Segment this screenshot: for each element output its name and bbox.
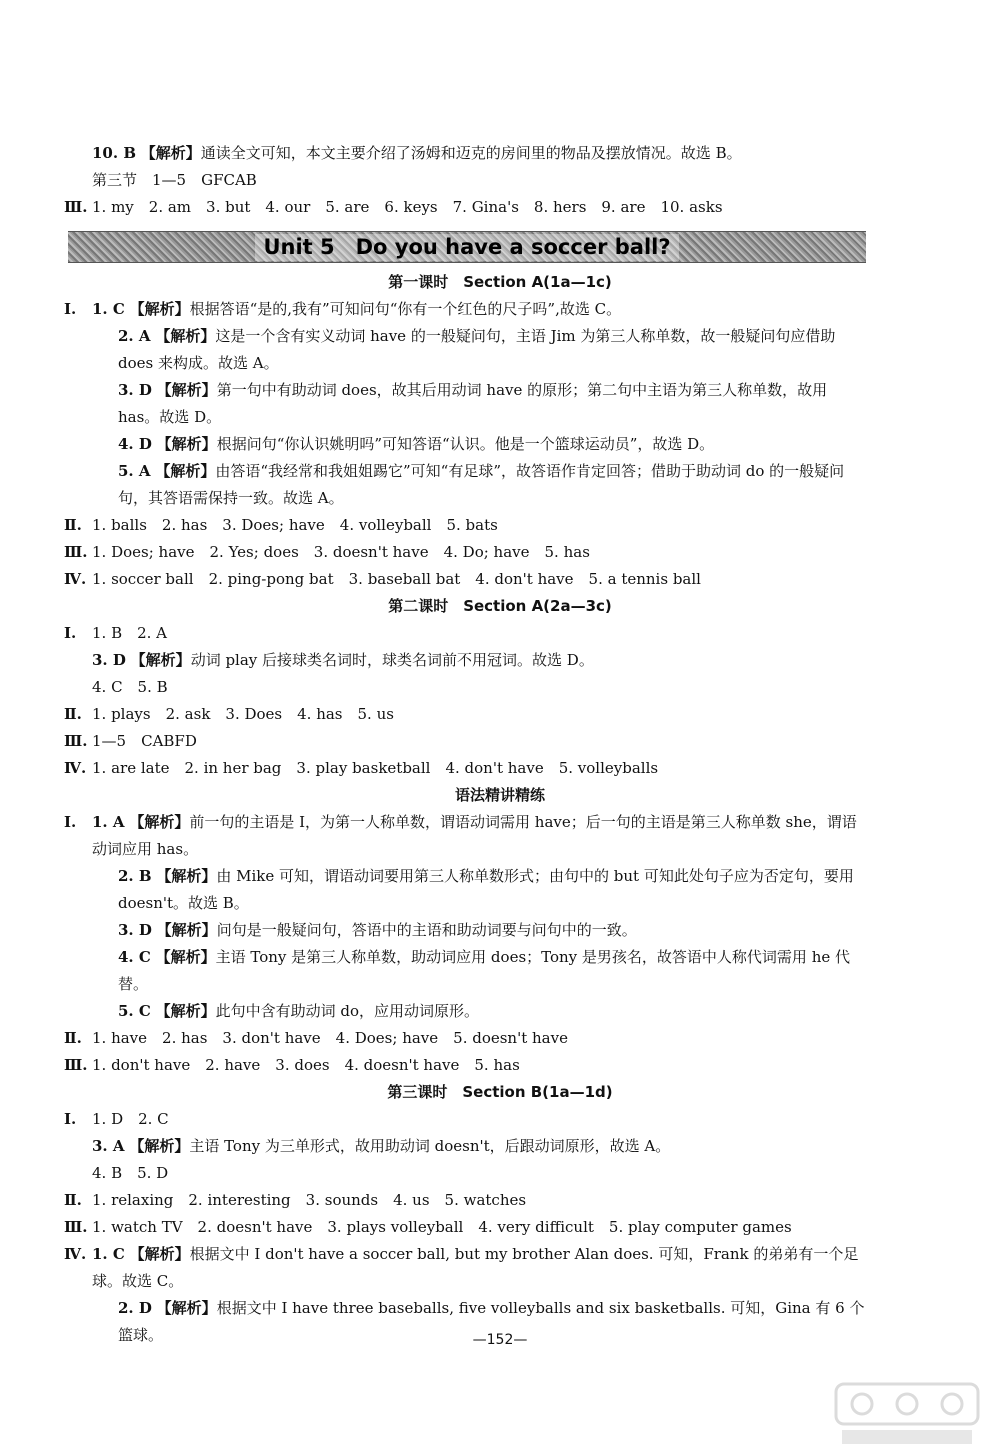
part-iii-answers: Ⅲ. 1. my 2. am 3. but 4. our 5. are 6. keys 7. Gina's 8. hers 9. are 10. asks [0,194,1000,221]
list-item: 5. A 【解析】由答语“我经常和我姐姐踢它”可知“有足球”，故答语作肯定回答；借助于助动词 do 的一般疑问句，其答语需保持一致。故选 A。 [118,462,845,507]
lesson2-part-i: Ⅰ. 1. B 2. A [64,624,168,642]
roman-numeral: Ⅰ. [64,300,77,318]
lesson1-heading: 第一课时 Section A(1a—1c) [388,273,612,291]
lesson2-q3: 3. D 【解析】动词 play 后接球类名词时，球类名词前不用冠词。故选 D。 [92,651,594,669]
lesson1-part-i: Ⅰ. 1. C 【解析】根据答语“是的,我有”可知问句“你有一个红色的尺子吗”,故选 C。 2. A 【解析】这是一个含有实义动词 have 的一般疑问句，主语 Jim 为第三人称单数，故一般疑问句应借助 does 来构成。故选 A。 3. D 【解析】第一句中有助动词 does，故其后用动词 have 的原形；第二句中主语为第三人称单数，故用 has。故选 D。 4. D 【解析】根据问句“你认识姚明吗”可知答语“认识。他是一个篮球运动员”，故选 D。 5. A 【解析】由答语“我经常和我姐姐踢它”可知“有足球”，故答语作肯定回答；借助于助动词 do 的一般疑问句，其答语需保持一致。故选 A。 [0,296,1000,512]
list-item: 3. D 【解析】问句是一般疑问句，答语中的主语和助动词要与问句中的一致。 [118,921,637,939]
grammar-part-ii: Ⅱ. 1. have 2. has 3. don't have 4. Does; have 5. doesn't have [64,1029,568,1047]
grammar-part-i: Ⅰ. 1. A 【解析】前一句的主语是 I，为第一人称单数，谓语动词需用 have；后一句的主语是第三人称单数 she，谓语动词应用 has。 2. B 【解析】由 Mike 可知，谓语动词要用第三人称单数形式；由句中的 but 可知此处句子应为否定句，要用 doesn't。故选 B。 3. D 【解析】问句是一般疑问句，答语中的主语和助动词要与问句中的一致。 4. C 【解析】主语 Tony 是第三人称单数，助动词应用 does；Tony 是男孩名，故答语中人称代词需用 he 代替。 5. C 【解析】此句中含有助动词 do，应用动词原形。 [0,809,1000,1025]
watermark-logo-icon [832,1380,982,1450]
list-item: 4. C 【解析】主语 Tony 是第三人称单数，助动词应用 does；Tony 是男孩名，故答语中人称代词需用 he 代替。 [118,948,850,993]
lesson3-part-i: Ⅰ. 1. D 2. C [64,1110,169,1128]
list-item: 3. D 【解析】第一句中有助动词 does，故其后用动词 have 的原形；第二句中主语为第三人称单数，故用 has。故选 D。 [118,381,828,426]
lesson3-q3: 3. A 【解析】主语 Tony 为三单形式，故用助动词 doesn't，后跟动词原形，故选 A。 [92,1137,671,1155]
grammar-heading: 语法精讲精练 [454,786,545,804]
lesson3-q45: 4. B 5. D [92,1164,169,1182]
list-item: 2. A 【解析】这是一个含有实义动词 have 的一般疑问句，主语 Jim 为第三人称单数，故一般疑问句应借助 does 来构成。故选 A。 [118,327,836,372]
page-number: —152— [472,1332,528,1348]
lesson1-part-ii: Ⅱ. 1. balls 2. has 3. Does; have 4. volleyball 5. bats [64,516,498,534]
lesson2-part-iv: Ⅳ. 1. are late 2. in her bag 3. play basketball 4. don't have 5. volleyballs [64,759,659,777]
question-number: 10. B [92,144,136,162]
section-3-answers: 第三节 1—5 GFCAB [92,171,257,189]
lesson3-heading: 第三课时 Section B(1a—1d) [387,1083,613,1101]
list-item: 2. D 【解析】根据文中 I have three baseballs, five volleyballs and six basketballs. 可知，Gina 有 6 个篮球。 [118,1299,865,1344]
lesson3-part-ii: Ⅱ. 1. relaxing 2. interesting 3. sounds 4. us 5. watches [64,1191,527,1209]
roman-numeral: Ⅳ. [64,1245,87,1263]
list-item: 5. C 【解析】此句中含有助动词 do，应用动词原形。 [118,1002,480,1020]
lesson1-part-iv: Ⅳ. 1. soccer ball 2. ping-pong bat 3. baseball bat 4. don't have 5. a tennis ball [64,570,701,588]
lesson2-part-iii: Ⅲ. 1—5 CABFD [64,732,197,750]
unit-banner [68,231,866,263]
answer-page [0,140,1000,1349]
analysis-text: 通读全文可知，本文主要介绍了汤姆和迈克的房间里的物品及摆放情况。故选 B。 [200,144,742,162]
lesson3-part-iv: Ⅳ. 1. C 【解析】根据文中 I don't have a soccer ball, but my brother Alan does. 可知，Frank 的弟弟有一个足球。故选 C。 2. D 【解析】根据文中 I have three baseballs, five volleyballs and six basketballs. 可知，Gina 有 6 个篮球。 [0,1241,1000,1349]
lesson2-part-ii: Ⅱ. 1. plays 2. ask 3. Does 4. has 5. us [64,705,394,723]
analysis-tag: 【解析】 [140,144,201,162]
list-item: 4. D 【解析】根据问句“你认识姚明吗”可知答语“认识。他是一个篮球运动员”，故选 D。 [118,435,715,453]
roman-numeral: Ⅰ. [64,813,77,831]
list-item: 2. B 【解析】由 Mike 可知，谓语动词要用第三人称单数形式；由句中的 but 可知此处句子应为否定句，要用 doesn't。故选 B。 [118,867,854,912]
answer-top-10 [0,140,1000,167]
roman-numeral: Ⅲ. [64,198,88,216]
grammar-part-iii: Ⅲ. 1. don't have 2. have 3. does 4. doesn't have 5. has [64,1056,520,1074]
lesson2-q45: 4. C 5. B [92,678,168,696]
unit-title: Unit 5 Do you have a soccer ball? [255,234,678,261]
lesson1-part-iii: Ⅲ. 1. Does; have 2. Yes; does 3. doesn't have 4. Do; have 5. has [64,543,590,561]
lesson3-part-iii: Ⅲ. 1. watch TV 2. doesn't have 3. plays volleyball 4. very difficult 5. play computer games [64,1218,792,1236]
lesson2-heading: 第二课时 Section A(2a—3c) [388,597,612,615]
